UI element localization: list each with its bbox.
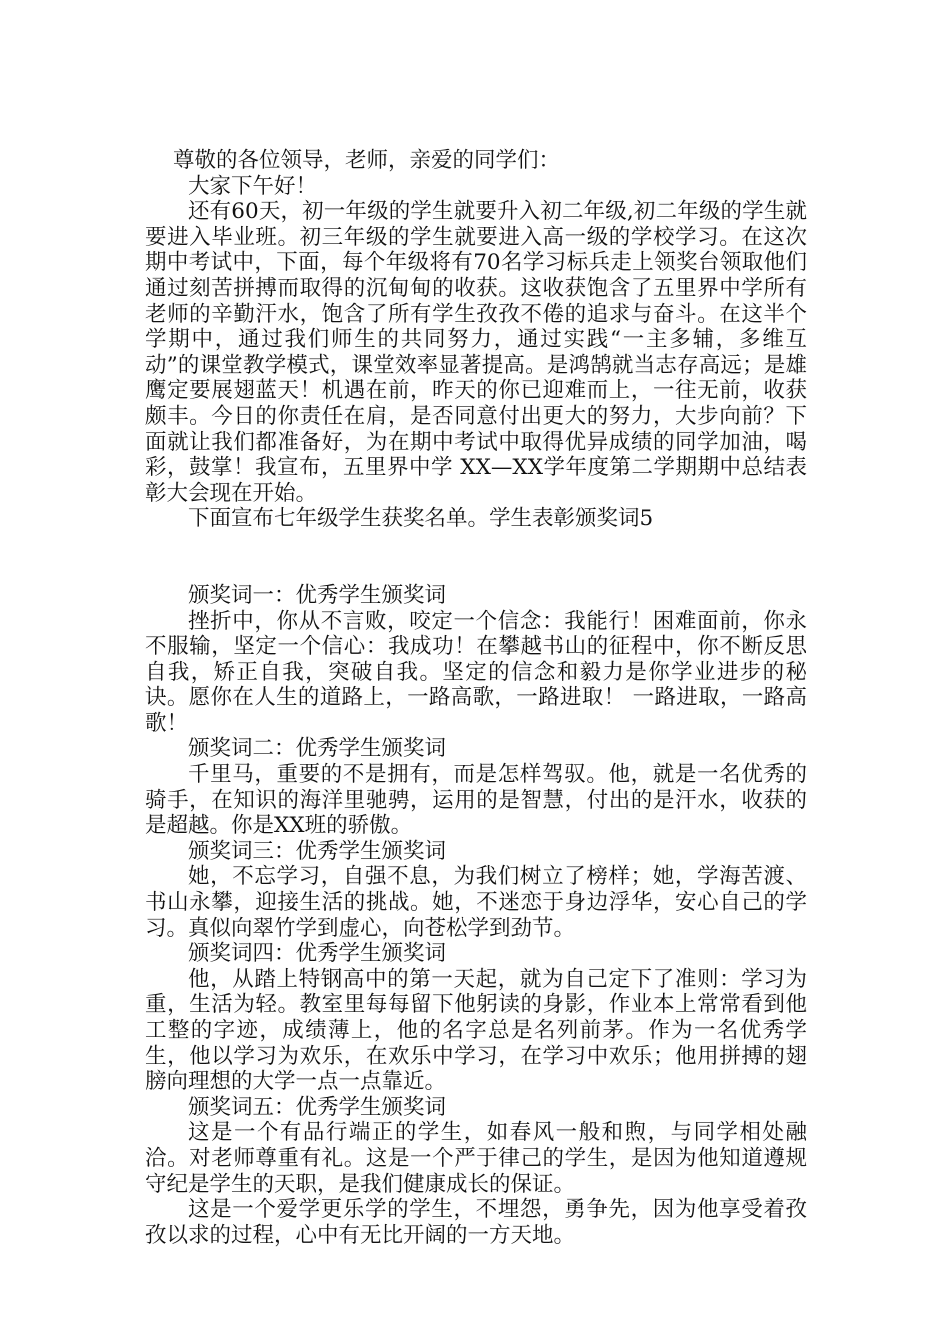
announce-line: 下面宣布七年级学生获奖名单。学生表彰颁奖词5 <box>188 506 654 532</box>
section-heading-5: 颁奖词五：优秀学生颁奖词 <box>188 1094 447 1120</box>
greeting: 大家下午好！ <box>188 173 318 199</box>
section-body-5: 这是一个有品行端正的学生，如春风一般和煦，与同学相处融洽。对老师尊重有礼。这是一个严于律己的学生，是因为他知道遵规守纪是学生的天职，是我们健康成长的保证。 <box>145 1120 807 1197</box>
closing-paragraph: 这是一个爱学更乐学的学生，不埋怨，勇争先，因为他享受着孜孜以求的过程，心中有无比开阔的一方天地。 <box>145 1197 807 1248</box>
section-heading-4: 颁奖词四：优秀学生颁奖词 <box>188 941 447 967</box>
section-heading-3: 颁奖词三：优秀学生颁奖词 <box>188 838 447 864</box>
document-page <box>145 148 807 1248</box>
section-heading-1: 颁奖词一：优秀学生颁奖词 <box>188 582 447 608</box>
section-body-4: 他，从踏上特钢高中的第一天起，就为自己定下了准则：学习为重，生活为轻。教室里每每留下他躬读的身影，作业本上常常看到他工整的字迹，成绩薄上，他的名字总是名列前茅。作为一名优秀学生，他以学习为欢乐，在欢乐中学习，在学习中欢乐；他用拼搏的翅膀向理想的大学一点一点靠近。 <box>145 966 807 1095</box>
section-body-2: 千里马，重要的不是拥有，而是怎样驾驭。他，就是一名优秀的骑手，在知识的海洋里驰骋，运用的是智慧，付出的是汗水，收获的是超越。你是XX班的骄傲。 <box>145 762 807 839</box>
section-body-1: 挫折中，你从不言败，咬定一个信念：我能行！困难面前，你永不服输，坚定一个信心：我成功！在攀越书山的征程中，你不断反思自我，矫正自我，突破自我。坚定的信念和毅力是你学业进步的秘诀。愿你在人生的道路上，一路高歌，一路进取！ 一路进取，一路高歌！ <box>145 608 807 736</box>
salutation: 尊敬的各位领导，老师，亲爱的同学们： <box>172 148 560 173</box>
section-body-3: 她，不忘学习，自强不息，为我们树立了榜样；她，学海苦渡、书山永攀，迎接生活的挑战。她，不迷恋于身边浮华，安心自己的学习。真似向翠竹学到虚心，向苍松学到劲节。 <box>145 864 807 941</box>
intro-paragraph: 还有60天，初一年级的学生就要升入初二年级,初二年级的学生就要进入毕业班。初三年级的学生就要进入高一级的学校学习。在这次期中考试中，下面，每个年级将有70名学习标兵走上领奖台领取他们通过刻苦拼搏而取得的沉甸甸的收获。这收获饱含了五里界中学所有老师的辛勤汗水，饱含了所有学生孜孜不倦的追求与奋斗。在这半个学期中，通过我们师生的共同努力，通过实践“一主多辅，多维互动”的课堂教学模式，课堂效率显著提高。是鸿鹄就当志存高远；是雄鹰定要展翅蓝天！机遇在前，昨天的你已迎难而上，一往无前，收获颇丰。今日的你责任在肩，是否同意付出更大的努力，大步向前？下面就让我们都准备好，为在期中考试中取得优异成绩的同学加油，喝彩，鼓掌！我宣布，五里界中学 XX—XX学年度第二学期期中总结表彰大会现在开始。 <box>145 199 807 506</box>
section-gap <box>145 532 807 583</box>
section-heading-2: 颁奖词二：优秀学生颁奖词 <box>188 736 447 762</box>
